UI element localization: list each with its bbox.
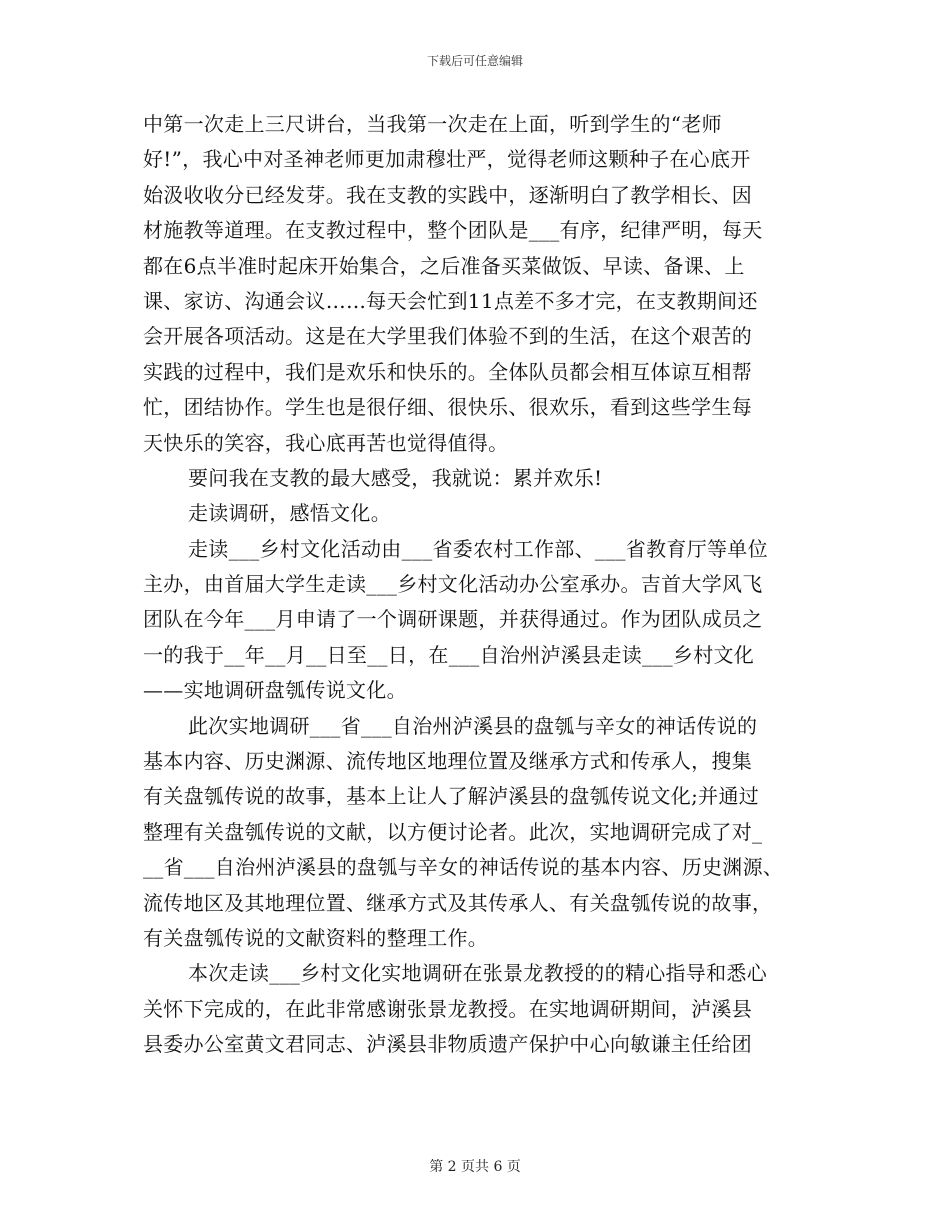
paragraph-start-line: 此次实地调研___省___自治州泸溪县的盘瓠与辛女的神话传说的 (188, 713, 758, 738)
text-line: 关怀下完成的，在此非常感谢张景龙教授。在实地调研期间，泸溪县 (143, 996, 752, 1021)
page-header: 下载后可任意编辑 (426, 54, 523, 68)
text-line: 课、家访、沟通会议……每天会忙到11点差不多才完，在支教期间还 (143, 288, 758, 313)
text-line: 始汲收收分已经发芽。我在支教的实践中，逐渐明白了教学相长、因 (143, 182, 752, 207)
text-line: 都在6点半准时起床开始集合，之后准备买菜做饭、早读、备课、上 (143, 253, 745, 278)
text-line: 一的我于__年__月__日至__日，在___自治州泸溪县走读___乡村文化 (143, 642, 755, 667)
text-line: ——实地调研盘瓠传说文化。 (143, 678, 407, 703)
text-line: 好!”，我心中对圣神老师更加肃穆壮严，觉得老师这颗种子在心底开 (143, 147, 751, 172)
document-body (143, 107, 833, 1063)
section-heading: 走读调研，感悟文化。 (188, 501, 391, 526)
text-line: 基本内容、历史渊源、流传地区地理位置及继承方式和传承人，搜集 (143, 749, 752, 774)
page-footer: 第 2 页共 6 页 (429, 1159, 521, 1175)
text-line: 团队在今年___月申请了一个调研课题，并获得通过。作为团队成员之 (143, 607, 763, 632)
text-line: 会开展各项活动。这是在大学里我们体验不到的生活，在这个艰苦的 (143, 324, 752, 349)
paragraph-start-line: 走读___乡村文化活动由___省委农村工作部、___省教育厅等单位 (188, 536, 768, 561)
text-line: 流传地区及其地理位置、继承方式及其传承人、有关盘瓠传说的故事， (143, 890, 773, 915)
text-line: 县委办公室黄文君同志、泸溪县非物质遗产保护中心向敏谦主任给团 (143, 1032, 752, 1057)
text-line: 材施教等道理。在支教过程中，整个团队是___有序，纪律严明，每天 (143, 218, 763, 243)
text-line: 忙，团结协作。学生也是很仔细、很快乐、很欢乐，看到这些学生每 (143, 395, 752, 420)
text-line: 整理有关盘瓠传说的文献，以方便讨论者。此次，实地调研完成了对_ (143, 819, 763, 844)
paragraph-start-line: 要问我在支教的最大感受，我就说：累并欢乐! (188, 465, 603, 490)
text-line: 天快乐的笑容，我心底再苦也觉得值得。 (143, 430, 509, 455)
text-line: 有关盘瓠传说的文献资料的整理工作。 (143, 925, 489, 950)
text-line: 中第一次走上三尺讲台，当我第一次走在上面，听到学生的“老师 (143, 112, 722, 136)
text-line: 有关盘瓠传说的故事，基本上让人了解泸溪县的盘瓠传说文化;并通过 (143, 784, 760, 809)
text-line: __省___自治州泸溪县的盘瓠与辛女的神话传说的基本内容、历史渊源、 (143, 855, 784, 880)
paragraph-start-line: 本次走读___乡村文化实地调研在张景龙教授的的精心指导和悉心 (188, 961, 767, 986)
text-line: 实践的过程中，我们是欢乐和快乐的。全体队员都会相互体谅互相帮 (143, 359, 752, 384)
text-line: 主办，由首届大学生走读___乡村文化活动办公室承办。吉首大学风飞 (143, 572, 763, 597)
